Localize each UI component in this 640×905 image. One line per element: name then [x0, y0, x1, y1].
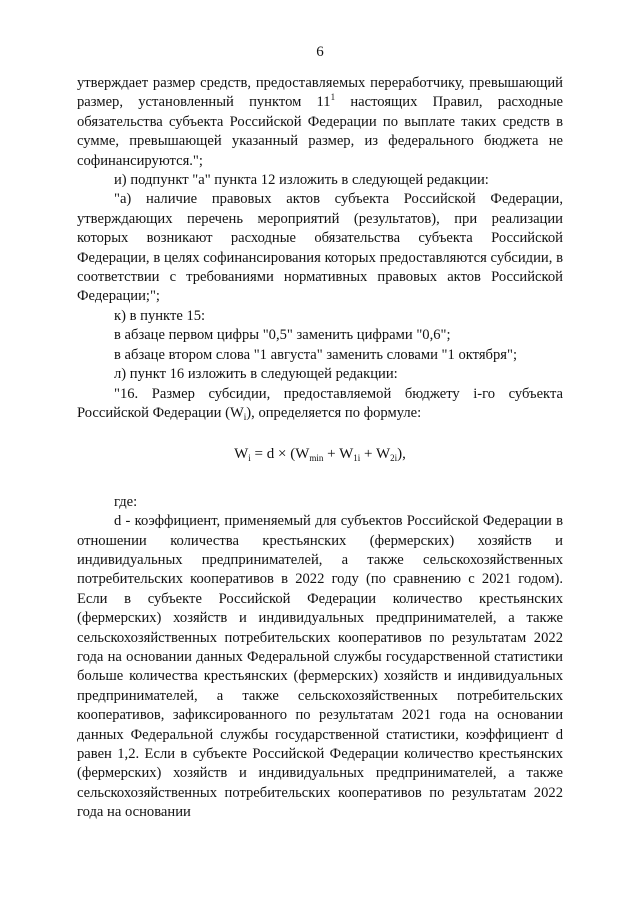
formula-symbol: + W	[360, 446, 391, 463]
paragraph-where: где:	[114, 493, 138, 510]
paragraph-subitem-a: "а) наличие правовых актов субъекта Российской Федерации, утверждающих перечень мероприятий (результатов), при реализации которых возникают расходные обязательства субъекта Российской Федерации, в целях софинансирования которых предоставляются субсидии, в соответствии с требованиями нормативных правовых актов Российской Федерации;";	[77, 191, 563, 305]
paragraph-point-16	[77, 385, 563, 424]
subscript: i	[248, 453, 251, 464]
text-fragment: ), определяется по формуле:	[246, 404, 422, 421]
formula-symbol: = d × (W	[250, 446, 310, 463]
text-fragment: "16. Размер субсидии, предоставляемой бюджету i-го субъекта Российской Федерации (W	[77, 385, 563, 421]
subscript: i	[243, 411, 247, 422]
formula	[77, 445, 563, 464]
subscript: 1i	[353, 453, 361, 464]
superscript: 1	[330, 92, 336, 103]
formula-symbol: W	[234, 446, 249, 463]
paragraph-second-abzac: в абзаце втором слова "1 августа" заменить словами "1 октября";	[114, 346, 518, 363]
formula-symbol: + W	[323, 446, 354, 463]
page-number: 6	[316, 44, 324, 60]
paragraph-item-l: л) пункт 16 изложить в следующей редакции:	[114, 366, 398, 383]
text-fragment: настоящих Правил, расходные обязательства субъекта Российской Федерации по выплате таких средств в сумме, превышающей указанный размер, из федерального бюджета не софинансируются.";	[77, 94, 563, 169]
document-body	[77, 74, 563, 823]
paragraph-item-k: к) в пункте 15:	[114, 307, 206, 324]
paragraph-continuation	[77, 74, 563, 171]
formula-symbol: ),	[397, 446, 406, 463]
paragraph-first-abzac: в абзаце первом цифры "0,5" заменить цифрами "0,6";	[114, 327, 451, 344]
paragraph-coefficient-d: d - коэффициент, применяемый для субъектов Российской Федерации в отношении количества крестьянских (фермерских) хозяйств и индивидуальных предпринимателей, а также сельскохозяйственных потребительских кооперативов в 2022 году (по сравнению с 2021 годом). Если в субъекте Российской Федерации количество крестьянских (фермерских) хозяйств и индивидуальных предпринимателей, а также сельскохозяйственных потребительских кооперативов по результатам 2022 года на основании данных Федеральной службы государственной статистики больше количества крестьянских (фермерских) хозяйств и индивидуальных предпринимателей, а также сельскохозяйственных потребительских кооперативов, зафиксированного по результатам 2021 года на основании данных Федеральной службы государственной статистики, коэффициент d равен 1,2. Если в субъекте Российской Федерации количество крестьянских (фермерских) хозяйств и индивидуальных предпринимателей, а также сельскохозяйственных потребительских кооперативов по результатам 2022 года на основании	[77, 513, 563, 821]
subscript: 2i	[390, 453, 398, 464]
text-fragment: утверждает размер средств, предоставляемых переработчику, превышающий размер, установленный пунктом 11	[77, 75, 563, 111]
paragraph-item-i: и) подпункт "а" пункта 12 изложить в следующей редакции:	[114, 172, 489, 189]
subscript: min	[309, 453, 324, 464]
